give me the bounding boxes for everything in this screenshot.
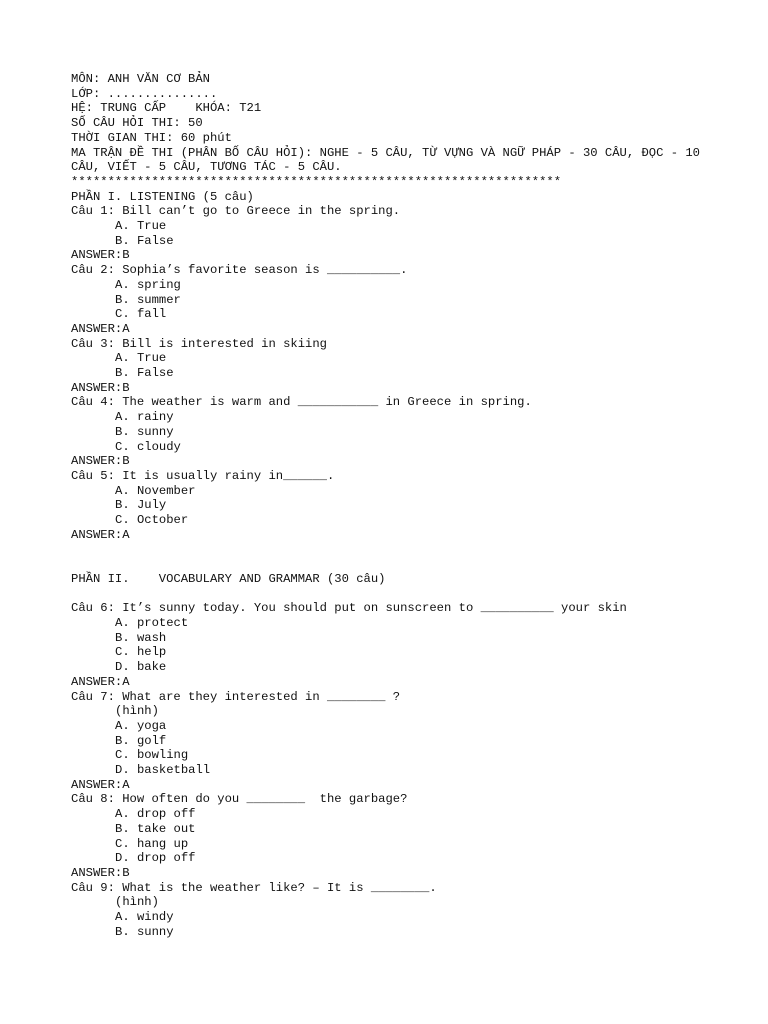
option-c: C. fall	[115, 307, 167, 322]
option-d: D. bake	[115, 660, 167, 675]
option-a: A. True	[115, 219, 167, 234]
question-3	[71, 337, 768, 396]
option-c: C. cloudy	[115, 439, 181, 454]
subject-line: MÔN: ANH VĂN CƠ BẢN	[71, 72, 210, 86]
option-a: A. drop off	[115, 807, 196, 822]
question-text: Câu 3: Bill is interested in skiing	[71, 336, 327, 351]
matrix-line: MA TRẬN ĐỀ THI (PHÂN BỐ CÂU HỎI): NGHE - 5 CÂU, TỪ VỰNG VÀ NGỮ PHÁP - 30 CÂU, ĐỌC - 10 CÂU, VIẾT - 5 CÂU, TƯƠNG TÁC - 5 CÂU.	[71, 145, 700, 175]
question-9	[71, 881, 768, 940]
option-b: B. False	[115, 366, 174, 381]
answer-line: ANSWER:A	[71, 777, 130, 792]
image-placeholder-note: (hình)	[115, 895, 159, 910]
question-2	[71, 263, 768, 337]
option-b: B. sunny	[115, 924, 174, 939]
option-d: D. basketball	[115, 763, 211, 778]
answer-line: ANSWER:B	[71, 380, 130, 395]
answer-line: ANSWER:A	[71, 674, 130, 689]
answer-line: ANSWER:A	[71, 527, 130, 542]
answer-line: ANSWER:B	[71, 454, 130, 469]
duration-line: THỜI GIAN THI: 60 phút	[71, 130, 232, 145]
section-title: PHẦN II. VOCABULARY AND GRAMMAR (30 câu)	[71, 571, 386, 586]
question-1	[71, 204, 768, 263]
option-a: A. protect	[115, 615, 189, 630]
option-a: A. yoga	[115, 718, 167, 733]
question-text: Câu 8: How often do you ________ the garbage?	[71, 792, 408, 807]
option-b: B. sunny	[115, 424, 174, 439]
answer-line: ANSWER:B	[71, 865, 130, 880]
question-8	[71, 792, 768, 880]
section-listening	[71, 190, 768, 543]
option-c: C. bowling	[115, 748, 189, 763]
exam-header	[71, 72, 768, 190]
question-text: Câu 1: Bill can’t go to Greece in the spring.	[71, 204, 401, 219]
question-7	[71, 690, 768, 793]
question-text: Câu 4: The weather is warm and ___________ in Greece in spring.	[71, 395, 532, 410]
blank-line	[71, 587, 768, 602]
class-line: LỚP: ...............	[71, 86, 218, 101]
section-title: PHẦN I. LISTENING (5 câu)	[71, 189, 254, 204]
question-5	[71, 469, 768, 543]
option-a: A. rainy	[115, 410, 174, 425]
question-text: Câu 9: What is the weather like? – It is ________.	[71, 880, 437, 895]
question-text: Câu 6: It’s sunny today. You should put on sunscreen to __________ your skin	[71, 601, 627, 616]
question-text: Câu 2: Sophia’s favorite season is __________.	[71, 263, 408, 278]
option-b: B. False	[115, 233, 174, 248]
option-c: C. hang up	[115, 836, 189, 851]
question-6	[71, 601, 768, 689]
answer-line: ANSWER:A	[71, 321, 130, 336]
option-b: B. wash	[115, 630, 167, 645]
image-placeholder-note: (hình)	[115, 704, 159, 719]
option-c: C. October	[115, 513, 189, 528]
question-text: Câu 7: What are they interested in ________ ?	[71, 689, 401, 704]
option-b: B. summer	[115, 292, 181, 307]
option-a: A. spring	[115, 277, 181, 292]
option-a: A. windy	[115, 910, 174, 925]
question-text: Câu 5: It is usually rainy in______.	[71, 468, 335, 483]
option-c: C. help	[115, 645, 167, 660]
section-spacer	[71, 543, 768, 572]
option-a: A. November	[115, 483, 196, 498]
option-a: A. True	[115, 351, 167, 366]
question-4	[71, 395, 768, 469]
option-b: B. July	[115, 498, 167, 513]
option-b: B. take out	[115, 821, 196, 836]
divider-line: *******************************************************************	[71, 174, 562, 189]
answer-line: ANSWER:B	[71, 248, 130, 263]
level-course-line: HỆ: TRUNG CẤP KHÓA: T21	[71, 101, 262, 116]
option-b: B. golf	[115, 733, 167, 748]
question-count-line: SỐ CÂU HỎI THI: 50	[71, 116, 203, 131]
option-d: D. drop off	[115, 851, 196, 866]
section-vocabulary-grammar	[71, 572, 768, 940]
